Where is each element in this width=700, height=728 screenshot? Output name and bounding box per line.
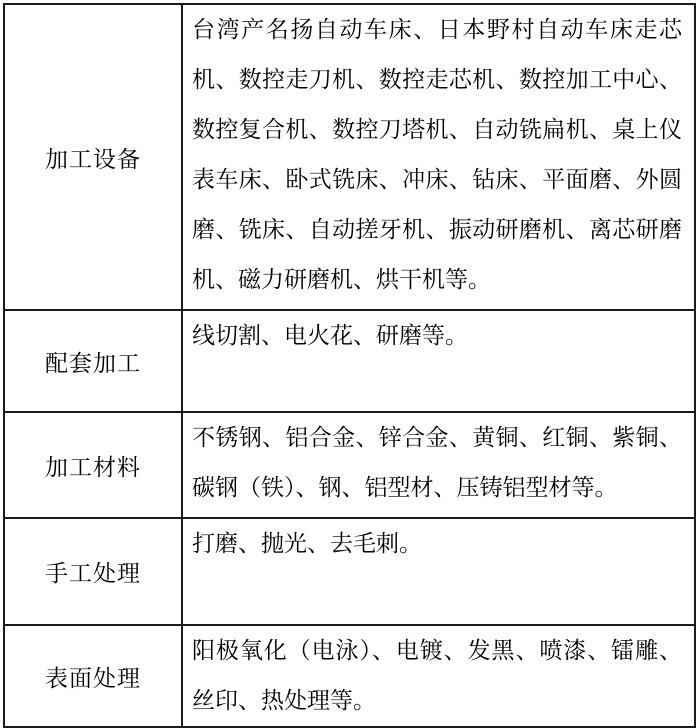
table-row-manual-processing <box>4 518 695 625</box>
row-content: 不锈钢、铝合金、锌合金、黄铜、红铜、紫铜、碳钢（铁）、钢、铝型材、压铸铝型材等。 <box>182 412 695 518</box>
capability-table <box>3 3 696 728</box>
row-content: 线切割、电火花、研磨等。 <box>182 310 695 412</box>
row-label: 手工处理 <box>4 518 182 625</box>
row-label: 配套加工 <box>4 310 182 412</box>
table-row-supporting-processing <box>4 310 695 412</box>
table-row-surface-treatment <box>4 625 695 727</box>
row-label: 加工设备 <box>4 4 182 310</box>
row-content: 阳极氧化（电泳）、电镀、发黑、喷漆、镭雕、丝印、热处理等。 <box>182 625 695 727</box>
table-row-processing-materials <box>4 412 695 518</box>
row-content: 打磨、抛光、去毛刺。 <box>182 518 695 625</box>
row-label: 表面处理 <box>4 625 182 727</box>
row-content: 台湾产名扬自动车床、日本野村自动车床走芯机、数控走刀机、数控走芯机、数控加工中心、数控复合机、数控刀塔机、自动铣扁机、桌上仪表车床、卧式铣床、冲床、钻床、平面磨、外圆磨、铣床、自动搓牙机、振动研磨机、离芯研磨机、磁力研磨机、烘干机等。 <box>182 4 695 310</box>
row-label: 加工材料 <box>4 412 182 518</box>
table-row-processing-equipment <box>4 4 695 310</box>
